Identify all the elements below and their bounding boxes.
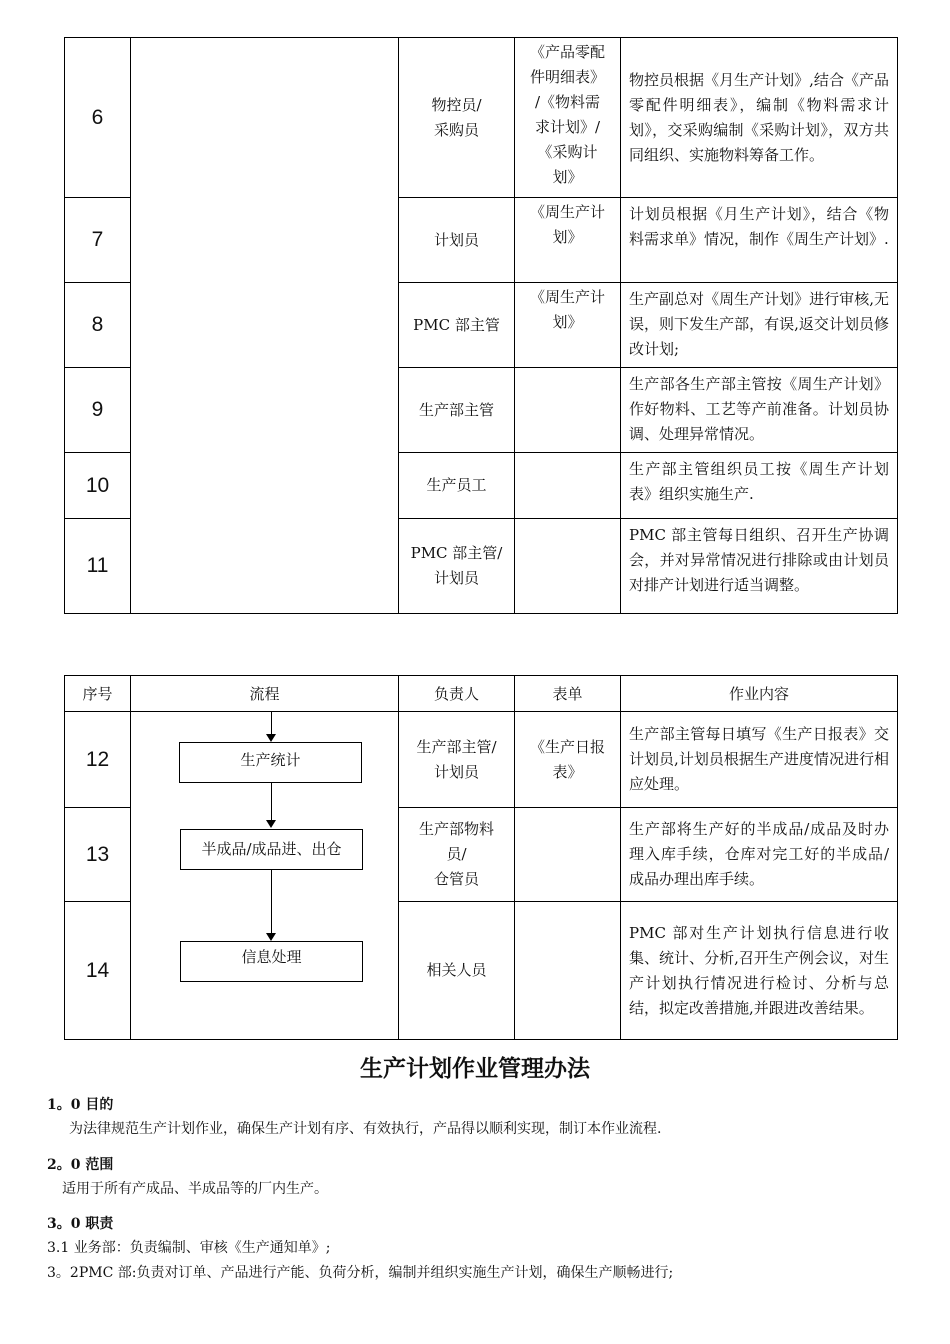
responsible-line: PMC 部主管 [413,315,500,334]
responsible-line: 计划员 [433,230,479,249]
header-number: 序号 [65,676,131,712]
content-cell: 计划员根据《月生产计划》，结合《物料需求单》情况，制作《周生产计划》. [621,198,898,283]
form-line: 件明细表》 [529,68,605,86]
flow-connector [271,712,272,734]
section-3-heading [47,1213,113,1233]
responsible-cell [399,902,515,1040]
content-cell: 生产部将生产好的半成品/成品及时办理入库手续，仓库对完工好的半成品/成品办理出库手续。 [621,808,898,902]
content-cell: 生产副总对《周生产计划》进行审核,无误，则下发生产部，有误,返交计划员修改计划; [621,283,898,368]
form-line: /《物料需 [534,93,601,111]
form-cell [515,453,621,519]
form-cell [515,368,621,453]
table-row [65,38,898,198]
row-number: 8 [65,283,131,368]
responsible-cell [399,38,515,198]
responsible-cell [399,519,515,614]
responsible-line: 仓管员 [433,870,479,888]
header-responsible: 负责人 [399,676,515,712]
responsible-cell [399,368,515,453]
header-flow: 流程 [131,676,399,712]
form-line: 划》 [552,313,583,331]
responsible-line: 计划员 [433,569,479,587]
form-line: 划》 [552,228,583,246]
section-2-text: 适用于所有产成品、半成品等的厂内生产。 [62,1181,328,1197]
form-cell [515,712,621,808]
row-number: 12 [65,712,131,808]
header-form: 表单 [515,676,621,712]
form-cell [515,198,621,283]
header-content: 作业内容 [621,676,898,712]
flow-box-production-stats: 生产统计 [179,742,362,783]
process-table-upper [64,37,898,614]
arrow-down-icon [266,820,276,828]
responsible-cell [399,453,515,519]
table-row [65,712,898,808]
row-number: 10 [65,453,131,519]
table-header-row [65,676,898,712]
responsible-line: 生产部主管 [418,400,494,419]
section-1-heading [47,1094,113,1114]
process-table-lower [64,675,898,1040]
form-cell [515,38,621,198]
flow-box-warehouse: 半成品/成品进、出仓 [180,829,363,870]
section-1-text: 为法律规范生产计划作业，确保生产计划有序、有效执行，产品得以顺利实现，制订本作业流程. [69,1121,662,1137]
content-cell: 生产部主管组织员工按《周生产计划表》组织实施生产. [621,453,898,519]
content-cell: 物控员根据《月生产计划》,结合《产品零配件明细表》，编制《物料需求计划》，交采购编制《采购计划》，双方共同组织、实施物料筹备工作。 [621,38,898,198]
responsible-line: 采购员 [433,120,479,139]
section-3-item-2: 3。2PMC 部:负责对订单、产品进行产能、负荷分析，编制并组织实施生产计划，确保生产顺畅进行; [47,1265,674,1281]
form-cell [515,902,621,1040]
flow-diagram-cell [131,712,399,1040]
row-number: 9 [65,368,131,453]
section-1-title: 1。0 目的 [47,1097,114,1113]
form-line: 划》 [552,168,583,186]
responsible-line: PMC 部主管/ [410,544,503,562]
form-line: 《周生产计 [529,203,605,221]
row-number: 13 [65,808,131,902]
responsible-cell [399,712,515,808]
form-cell [515,519,621,614]
responsible-line: 员/ [446,845,467,863]
form-line: 《产品零配 [529,43,605,61]
form-cell [515,808,621,902]
content-cell: PMC 部主管每日组织、召开生产协调会，并对异常情况进行排除或由计划员对排产计划进行适当调整。 [621,519,898,614]
responsible-line: 相关人员 [426,961,487,979]
row-number: 6 [65,38,131,198]
form-line: 《生产日报 [529,737,605,756]
section-2-title: 2。0 范围 [47,1157,114,1173]
responsible-line: 计划员 [433,762,479,781]
form-line: 求计划》/ [534,118,601,136]
row-number: 7 [65,198,131,283]
responsible-line: 生产部物料 [418,820,494,838]
content-cell: 生产部主管每日填写《生产日报表》交计划员,计划员根据生产进度情况进行相应处理。 [621,712,898,808]
section-3-title: 3。0 职责 [47,1216,114,1232]
flow-cell-empty [131,38,399,614]
responsible-line: 物控员/ [431,95,482,114]
responsible-cell [399,808,515,902]
form-line: 《采购计 [537,143,598,161]
row-number: 11 [65,519,131,614]
content-cell: PMC 部对生产计划执行信息进行收集、统计、分析,召开生产例会议，对生产计划执行情况进行检讨、分析与总结，拟定改善措施,并跟进改善结果。 [621,902,898,1040]
flow-connector [271,783,272,820]
flow-connector [271,870,272,933]
content-cell: 生产部各生产部主管按《周生产计划》作好物料、工艺等产前准备。计划员协调、处理异常情况。 [621,368,898,453]
responsible-line: 生产部主管/ [416,737,497,756]
section-2-heading [47,1154,113,1174]
flow-box-info-processing: 信息处理 [180,941,363,982]
section-3-item-1: 3.1 业务部：负责编制、审核《生产通知单》; [47,1240,331,1256]
responsible-cell [399,283,515,368]
responsible-cell [399,198,515,283]
form-line: 《周生产计 [529,288,605,306]
responsible-line: 生产员工 [426,476,487,494]
arrow-down-icon [266,734,276,742]
arrow-down-icon [266,933,276,941]
form-cell [515,283,621,368]
row-number: 14 [65,902,131,1040]
document-title: 生产计划作业管理办法 [360,1055,590,1082]
form-line: 表》 [552,762,583,781]
